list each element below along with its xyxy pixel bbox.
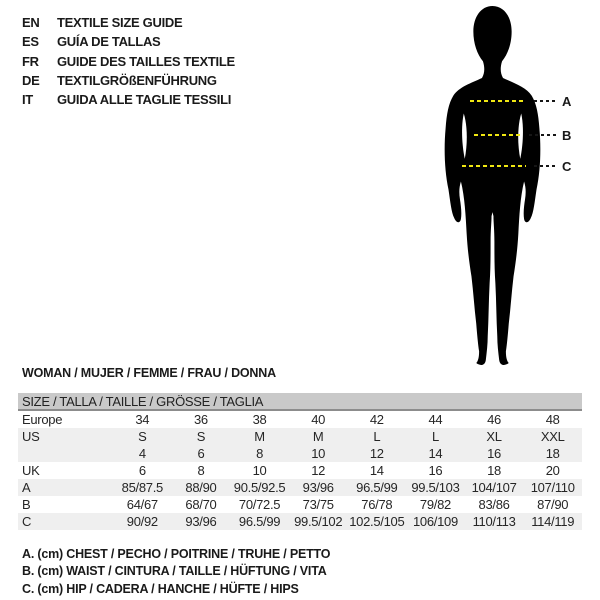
table-cell: 76/78: [361, 497, 393, 512]
table-cell: 10: [252, 463, 267, 478]
language-label: TEXTILE SIZE GUIDE: [57, 15, 183, 30]
table-cell: 85/87.5: [121, 480, 163, 495]
language-code: EN: [22, 15, 40, 30]
table-cell: L: [431, 429, 439, 444]
table-cell: 6: [138, 463, 146, 478]
legend-item-hip: C. (cm) HIP / CADERA / HANCHE / HÜFTE / HIPS: [22, 581, 299, 596]
table-cell: 64/67: [126, 497, 158, 512]
language-label: GUÍA DE TALLAS: [57, 34, 161, 50]
row-label: Europe: [22, 412, 63, 427]
row-label: US: [22, 429, 40, 444]
language-code: FR: [22, 53, 39, 69]
table-cell: 14: [428, 446, 443, 461]
table-cell: 106/109: [412, 514, 458, 529]
table-cell: 102.5/105: [349, 514, 405, 529]
table-cell: 96.5/99: [238, 514, 281, 529]
table-cell: XL: [486, 429, 502, 444]
table-cell: 90/92: [126, 514, 158, 529]
language-label: TEXTILGRÖßENFÜHRUNG: [57, 72, 217, 88]
row-label: UK: [22, 463, 40, 478]
woman-silhouette-figure: [437, 6, 548, 366]
table-cell: 18: [545, 446, 560, 461]
table-cell: 34: [135, 412, 150, 427]
table-cell: 8: [256, 446, 264, 461]
table-cell: XXL: [540, 429, 565, 444]
table-row: [18, 479, 582, 496]
legend-item-waist: B. (cm) WAIST / CINTURA / TAILLE / HÜFTUNG / VITA: [22, 564, 327, 579]
table-cell: 8: [197, 463, 205, 478]
language-code: ES: [22, 34, 39, 50]
waist-marker-label: B: [562, 128, 572, 143]
table-cell: 38: [252, 412, 267, 427]
table-cell: 83/86: [478, 497, 510, 512]
table-cell: 4: [138, 446, 146, 461]
size-table: [18, 393, 582, 530]
language-row: [22, 71, 235, 90]
woman-silhouette: [437, 6, 548, 366]
table-cell: 114/119: [531, 514, 575, 529]
table-cell: 42: [369, 412, 384, 427]
table-cell: 46: [487, 412, 501, 427]
table-cell: S: [196, 429, 206, 444]
waist-measure-dash-yellow: [474, 134, 520, 136]
language-list: [22, 13, 235, 109]
table-cell: 6: [197, 446, 205, 461]
category-heading: WOMAN / MUJER / FEMME / FRAU / DONNA: [22, 366, 276, 380]
chest-marker-label: A: [562, 94, 572, 109]
table-cell: 99.5/102: [294, 514, 343, 529]
size-table-header: SIZE / TALLA / TAILLE / GRÖSSE / TAGLIA: [18, 393, 582, 411]
hip-measure-dash-yellow: [462, 165, 526, 167]
language-label: GUIDA ALLE TAGLIE TESSILI: [57, 92, 232, 108]
row-label: C: [22, 514, 32, 529]
measurement-legend: [22, 546, 330, 598]
hip-marker-label: C: [562, 159, 572, 174]
table-row: [18, 513, 582, 530]
table-cell: 79/82: [419, 497, 451, 512]
table-cell: L: [373, 429, 381, 444]
table-cell: M: [254, 429, 265, 444]
table-cell: 12: [369, 446, 384, 461]
table-cell: M: [312, 429, 324, 444]
language-code: DE: [22, 72, 40, 88]
table-cell: 16: [487, 446, 501, 461]
chest-measure-dash-yellow: [470, 100, 524, 102]
table-cell: 104/107: [471, 480, 517, 495]
table-cell: 36: [194, 412, 208, 427]
table-cell: 70/72.5: [238, 497, 281, 512]
chest-measure-dash-black: [534, 100, 558, 102]
table-cell: 96.5/99: [356, 480, 398, 495]
table-cell: 10: [311, 446, 326, 461]
waist-measure-dash-black: [529, 134, 557, 136]
table-cell: S: [138, 429, 147, 444]
language-row: [22, 13, 235, 32]
table-cell: 68/70: [185, 497, 217, 512]
row-label: B: [22, 497, 31, 512]
hip-measure-dash-black: [534, 165, 558, 167]
table-row: [18, 411, 582, 428]
table-cell: 14: [369, 463, 384, 478]
table-cell: 40: [311, 412, 326, 427]
table-cell: 110/113: [472, 514, 516, 529]
table-cell: 93/96: [185, 514, 217, 529]
table-cell: 18: [487, 463, 501, 478]
table-cell: 93/96: [302, 480, 334, 495]
table-row: [18, 428, 582, 445]
language-row: [22, 90, 235, 109]
language-row: [22, 32, 235, 51]
table-row: [18, 496, 582, 513]
table-cell: 87/90: [537, 497, 569, 512]
table-cell: 12: [311, 463, 326, 478]
table-cell: 88/90: [185, 480, 217, 495]
table-cell: 99.5/103: [411, 480, 460, 495]
table-cell: 48: [545, 412, 560, 427]
language-label: GUIDE DES TAILLES TEXTILE: [57, 53, 235, 69]
table-cell: 20: [545, 463, 560, 478]
table-row: [18, 445, 582, 462]
language-code: IT: [22, 92, 33, 108]
table-cell: 73/75: [302, 497, 334, 512]
legend-item-chest: A. (cm) CHEST / PECHO / POITRINE / TRUHE / PETTO: [22, 547, 331, 561]
table-row: [18, 462, 582, 479]
table-cell: 16: [428, 463, 443, 478]
language-row: [22, 52, 235, 71]
size-table-body: [18, 411, 582, 530]
table-cell: 107/110: [530, 480, 575, 495]
table-cell: 90.5/92.5: [233, 480, 286, 495]
row-label: A: [22, 480, 31, 495]
table-cell: 44: [428, 412, 443, 427]
